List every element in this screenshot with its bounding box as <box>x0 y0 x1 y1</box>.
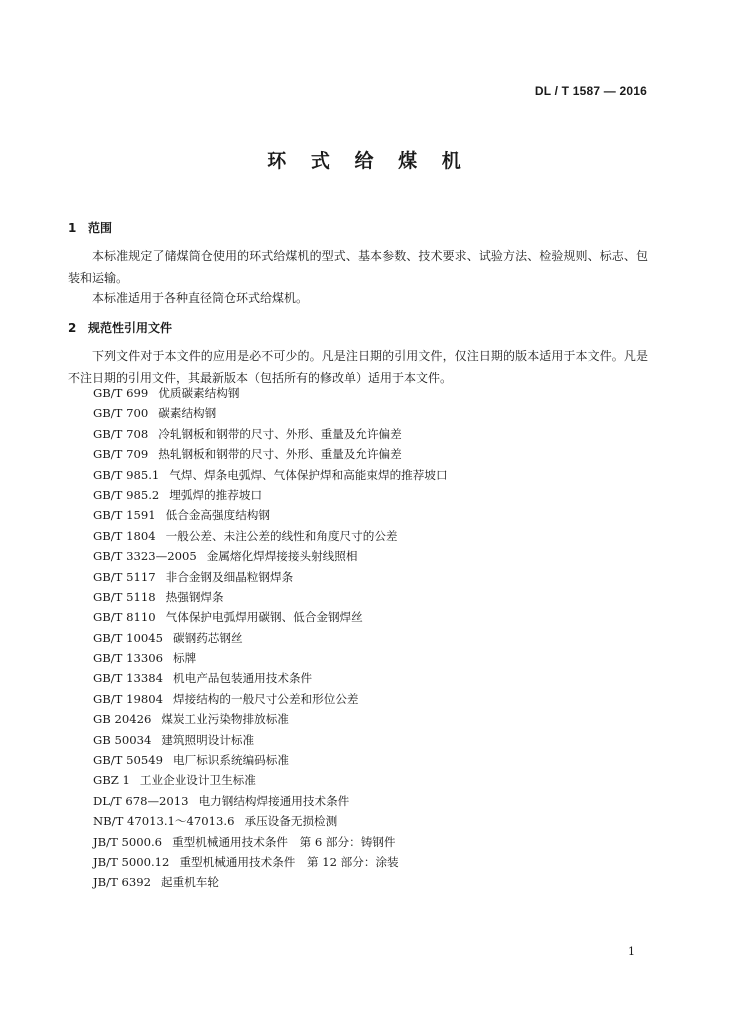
reference-code: GB/T 708 <box>93 426 149 441</box>
reference-title: 热强钢焊条 <box>165 589 224 604</box>
reference-code: GB/T 50549 <box>93 753 163 768</box>
reference-code: JB/T 5000.12 <box>93 854 170 869</box>
reference-item <box>93 587 448 607</box>
reference-title: 重型机械通用技术条件 第 6 部分：铸钢件 <box>172 834 396 849</box>
reference-list <box>93 383 448 893</box>
reference-code: GB/T 1591 <box>93 508 156 523</box>
reference-item <box>93 567 448 587</box>
reference-item <box>93 424 448 444</box>
reference-code: GB/T 19804 <box>93 691 163 706</box>
section-1-paragraph-1: 本标准规定了储煤筒仓使用的环式给煤机的型式、基本参数、技术要求、试验方法、检验规则、标志、包装和运输。 <box>68 249 648 285</box>
reference-title: 承压设备无损检测 <box>244 814 338 829</box>
reference-item <box>93 546 448 566</box>
reference-title: 机电产品包装通用技术条件 <box>173 671 313 686</box>
reference-code: GB/T 13384 <box>93 671 163 686</box>
reference-code: GB/T 985.2 <box>93 487 160 502</box>
reference-title: 埋弧焊的推荐坡口 <box>169 487 263 502</box>
reference-code: GB/T 1804 <box>93 528 156 543</box>
reference-code: GB 50034 <box>93 732 152 747</box>
reference-code: DL/T 678—2013 <box>93 793 189 808</box>
reference-item <box>93 526 448 546</box>
reference-title: 建筑照明设计标准 <box>161 732 255 747</box>
reference-title: 气焊、焊条电弧焊、气体保护焊和高能束焊的推荐坡口 <box>169 467 448 482</box>
reference-item <box>93 465 448 485</box>
reference-title: 碳素结构钢 <box>158 406 217 421</box>
reference-code: GB/T 13306 <box>93 651 163 666</box>
reference-item <box>93 383 448 403</box>
reference-code: GBZ 1 <box>93 773 130 788</box>
reference-title: 起重机车轮 <box>161 875 219 890</box>
reference-title: 冷轧钢板和钢带的尺寸、外形、重量及允许偏差 <box>158 426 402 441</box>
section-number: 1 <box>68 221 77 235</box>
reference-title: 非合金钢及细晶粒钢焊条 <box>165 569 294 584</box>
reference-code: JB/T 6392 <box>93 875 151 890</box>
reference-title: 电厂标识系统编码标准 <box>173 753 289 768</box>
reference-title: 优质碳素结构钢 <box>158 386 240 400</box>
reference-item <box>93 770 448 790</box>
reference-code: GB/T 709 <box>93 447 149 462</box>
reference-title: 焊接结构的一般尺寸公差和形位公差 <box>173 691 359 706</box>
reference-item <box>93 403 448 423</box>
reference-title: 重型机械通用技术条件 第 12 部分：涂装 <box>179 854 399 869</box>
reference-item <box>93 709 448 729</box>
reference-item <box>93 485 448 505</box>
section-1-heading <box>68 219 112 236</box>
reference-code: JB/T 5000.6 <box>93 834 163 849</box>
reference-item <box>93 750 448 770</box>
reference-title: 碳钢药芯钢丝 <box>173 630 243 645</box>
reference-title: 电力钢结构焊接通用技术条件 <box>198 793 350 808</box>
section-number: 2 <box>68 321 77 335</box>
reference-item <box>93 648 448 668</box>
reference-title: 热轧钢板和钢带的尺寸、外形、重量及允许偏差 <box>158 447 402 462</box>
reference-item <box>93 668 448 688</box>
standard-code: DL / T 1587 — 2016 <box>534 84 647 98</box>
reference-title: 煤炭工业污染物排放标准 <box>161 712 289 727</box>
reference-code: GB/T 10045 <box>93 630 163 645</box>
reference-code: GB/T 5117 <box>93 569 156 584</box>
reference-item <box>93 872 448 892</box>
reference-code: GB 20426 <box>93 712 152 727</box>
reference-item <box>93 505 448 525</box>
reference-code: GB/T 8110 <box>93 610 156 625</box>
reference-title: 金属熔化焊焊接接头射线照相 <box>206 549 358 564</box>
section-2-heading <box>68 319 172 336</box>
section-2-paragraph-1: 下列文件对于本文件的应用是必不可少的。凡是注日期的引用文件，仅注日期的版本适用于本文件。凡是不注日期的引用文件，其最新版本（包括所有的修改单）适用于本文件。 <box>68 349 648 385</box>
section-1-paragraph-2: 本标准适用于各种直径筒仓环式给煤机。 <box>92 291 309 305</box>
reference-title: 一般公差、未注公差的线性和角度尺寸的公差 <box>165 528 398 543</box>
reference-item <box>93 811 448 831</box>
reference-code: GB/T 3323—2005 <box>93 549 197 564</box>
reference-code: GB/T 699 <box>93 386 149 400</box>
reference-title: 气体保护电弧焊用碳钢、低合金钢焊丝 <box>165 610 363 625</box>
reference-code: GB/T 985.1 <box>93 467 160 482</box>
reference-title: 工业企业设计卫生标准 <box>139 773 256 788</box>
reference-code: NB/T 47013.1～47013.6 <box>93 814 235 829</box>
reference-item <box>93 628 448 648</box>
reference-code: GB/T 5118 <box>93 589 156 604</box>
section-title: 范围 <box>88 221 113 235</box>
section-title: 规范性引用文件 <box>88 321 173 335</box>
reference-item <box>93 832 448 852</box>
reference-title: 低合金高强度结构钢 <box>165 508 270 523</box>
reference-item <box>93 689 448 709</box>
reference-code: GB/T 700 <box>93 406 149 421</box>
page-number: 1 <box>628 945 635 958</box>
reference-item <box>93 730 448 750</box>
reference-item <box>93 791 448 811</box>
reference-title: 标牌 <box>173 651 197 666</box>
reference-item <box>93 607 448 627</box>
reference-item <box>93 852 448 872</box>
reference-item <box>93 444 448 464</box>
document-title: 环 式 给 煤 机 <box>267 150 470 172</box>
